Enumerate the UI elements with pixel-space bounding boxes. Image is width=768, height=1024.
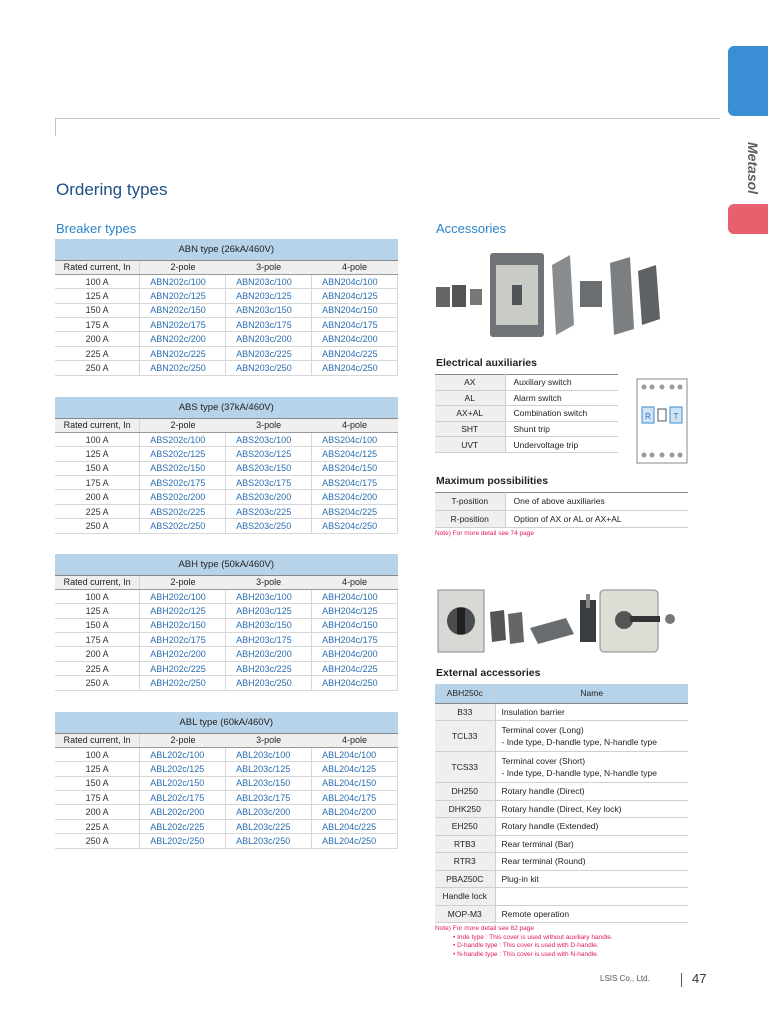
table-row xyxy=(55,346,398,360)
accessory-name xyxy=(495,888,688,906)
type-code-cell: ABS202c/125 xyxy=(140,447,226,461)
type-code-cell: ABH202c/250 xyxy=(140,676,226,690)
type-code-cell: ABL202c/200 xyxy=(140,805,226,819)
auxiliary-position-diagram xyxy=(636,378,688,464)
type-code-cell: ABH202c/225 xyxy=(140,661,226,675)
type-code-cell: ABN203c/200 xyxy=(226,332,312,346)
table-row xyxy=(435,905,688,923)
column-header: Rated current, In xyxy=(55,575,140,589)
column-header: 3-pole xyxy=(226,575,312,589)
table-row xyxy=(435,406,618,422)
type-code-cell: ABS203c/175 xyxy=(226,476,312,490)
type-code-cell: ABL203c/100 xyxy=(226,747,312,761)
accessory-name xyxy=(495,752,688,783)
type-code-cell: ABL204c/250 xyxy=(312,834,398,848)
type-code-cell: ABN204c/175 xyxy=(312,318,398,332)
rated-current-cell: 225 A xyxy=(55,819,140,833)
accessory-name-line: Insulation barrier xyxy=(501,706,565,717)
accessory-name-line: Rotary handle (Extended) xyxy=(501,821,599,832)
type-code-cell: ABN204c/250 xyxy=(312,361,398,375)
table-row xyxy=(55,519,398,533)
type-code-cell: ABS202c/225 xyxy=(140,504,226,518)
rated-current-cell: 100 A xyxy=(55,589,140,603)
type-code-cell: ABH202c/100 xyxy=(140,589,226,603)
rated-current-cell: 200 A xyxy=(55,332,140,346)
type-code-cell: ABN202c/100 xyxy=(140,274,226,288)
column-header: Rated current, In xyxy=(55,733,140,747)
table-row xyxy=(55,791,398,805)
table-row xyxy=(55,661,398,675)
table-row xyxy=(55,447,398,461)
page-number: 47 xyxy=(692,971,707,986)
type-code-cell: ABS203c/150 xyxy=(226,461,312,475)
type-code-cell: ABL204c/225 xyxy=(312,819,398,833)
maximum-possibilities-table xyxy=(435,492,688,528)
accessory-detail-line: - Inde type, D-handle type, N-handle type xyxy=(501,737,657,747)
table-row xyxy=(55,274,398,288)
rated-current-cell: 150 A xyxy=(55,618,140,632)
type-code-cell: ABN203c/150 xyxy=(226,303,312,317)
type-code-cell: ABH203c/150 xyxy=(226,618,312,632)
note-line: • D-handle type : This cover is used with D-handle. xyxy=(453,942,599,949)
table-row xyxy=(55,633,398,647)
table-row xyxy=(435,752,688,783)
type-code-cell: ABN202c/150 xyxy=(140,303,226,317)
rated-current-cell: 225 A xyxy=(55,661,140,675)
brand-label: Metasol xyxy=(745,141,761,195)
type-code-cell: ABH203c/175 xyxy=(226,633,312,647)
rated-current-cell: 250 A xyxy=(55,361,140,375)
rated-current-cell: 175 A xyxy=(55,791,140,805)
accessory-code: DH250 xyxy=(435,783,495,801)
accessory-name-line: Rotary handle (Direct) xyxy=(501,786,585,797)
auxiliary-code: AX xyxy=(435,375,505,391)
type-code-cell: ABN202c/125 xyxy=(140,289,226,303)
breaker-table xyxy=(55,554,398,691)
type-code-cell: ABS203c/250 xyxy=(226,519,312,533)
accessory-name-line: Terminal cover (Long) xyxy=(501,725,584,735)
accessory-name-line: Plug-in kit xyxy=(501,873,539,884)
table-row xyxy=(435,421,618,437)
type-code-cell: ABL202c/100 xyxy=(140,747,226,761)
accessory-name-line: Rear terminal (Round) xyxy=(501,856,586,867)
rated-current-cell: 225 A xyxy=(55,346,140,360)
type-code-cell: ABH202c/175 xyxy=(140,633,226,647)
type-code-cell: ABN204c/225 xyxy=(312,346,398,360)
type-code-cell: ABS204c/175 xyxy=(312,476,398,490)
table-row xyxy=(55,604,398,618)
table-row xyxy=(435,835,688,853)
breaker-table-header xyxy=(55,260,398,274)
type-code-cell: ABL204c/100 xyxy=(312,747,398,761)
type-code-cell: ABH204c/250 xyxy=(312,676,398,690)
table-row xyxy=(55,805,398,819)
type-code-cell: ABL204c/125 xyxy=(312,762,398,776)
rated-current-cell: 200 A xyxy=(55,647,140,661)
accessory-code: TCS33 xyxy=(435,752,495,783)
type-code-cell: ABN203c/125 xyxy=(226,289,312,303)
table-row xyxy=(435,721,688,752)
column-header: Rated current, In xyxy=(55,260,140,274)
type-code-cell: ABS204c/225 xyxy=(312,504,398,518)
column-header: 4-pole xyxy=(312,260,398,274)
auxiliary-code: AX+AL xyxy=(435,406,505,422)
table-row xyxy=(435,493,688,511)
table-row xyxy=(55,819,398,833)
breaker-table xyxy=(55,397,398,534)
table-row xyxy=(55,289,398,303)
type-code-cell: ABN204c/150 xyxy=(312,303,398,317)
type-code-cell: ABH204c/225 xyxy=(312,661,398,675)
type-code-cell: ABL203c/200 xyxy=(226,805,312,819)
type-code-cell: ABH204c/200 xyxy=(312,647,398,661)
accessory-name-line: Rotary handle (Direct, Key lock) xyxy=(501,803,622,814)
rated-current-cell: 150 A xyxy=(55,461,140,475)
rated-current-cell: 150 A xyxy=(55,303,140,317)
accessory-code: B33 xyxy=(435,703,495,721)
type-code-cell: ABH203c/100 xyxy=(226,589,312,603)
type-code-cell: ABN203c/225 xyxy=(226,346,312,360)
column-header: 3-pole xyxy=(226,418,312,432)
external-accessories-table xyxy=(435,684,688,923)
accessory-code: PBA250C xyxy=(435,870,495,888)
table-row xyxy=(435,510,688,528)
rated-current-cell: 175 A xyxy=(55,476,140,490)
header-model: ABH250c xyxy=(435,684,495,703)
accessories-heading: Accessories xyxy=(436,221,507,236)
accessory-name xyxy=(495,721,688,752)
type-code-cell: ABS203c/225 xyxy=(226,504,312,518)
column-header: 4-pole xyxy=(312,733,398,747)
type-code-cell: ABL204c/200 xyxy=(312,805,398,819)
breaker-table xyxy=(55,712,398,849)
accessories-illustration xyxy=(434,245,688,345)
rated-current-cell: 125 A xyxy=(55,604,140,618)
type-code-cell: ABL202c/225 xyxy=(140,819,226,833)
accessory-code: EH250 xyxy=(435,818,495,836)
type-code-cell: ABN204c/100 xyxy=(312,274,398,288)
accessory-name xyxy=(495,783,688,801)
table-row xyxy=(55,504,398,518)
accessory-name-line: Rear terminal (Bar) xyxy=(501,838,574,849)
type-code-cell: ABH202c/125 xyxy=(140,604,226,618)
table-row xyxy=(55,332,398,346)
type-code-cell: ABS203c/200 xyxy=(226,490,312,504)
table-row xyxy=(435,818,688,836)
type-code-cell: ABS204c/250 xyxy=(312,519,398,533)
auxiliary-name: Combination switch xyxy=(505,406,618,422)
type-code-cell: ABN202c/200 xyxy=(140,332,226,346)
position-label: T-position xyxy=(435,493,505,511)
accessory-code: RTB3 xyxy=(435,835,495,853)
accessory-code: DHK250 xyxy=(435,800,495,818)
rated-current-cell: 225 A xyxy=(55,504,140,518)
header-rule-corner xyxy=(55,118,56,136)
table-row xyxy=(55,776,398,790)
type-code-cell: ABL203c/250 xyxy=(226,834,312,848)
table-row xyxy=(435,783,688,801)
diagram-label-r: R xyxy=(645,412,651,421)
table-row xyxy=(55,618,398,632)
accessory-name xyxy=(495,905,688,923)
column-header: 2-pole xyxy=(140,418,226,432)
type-code-cell: ABS202c/200 xyxy=(140,490,226,504)
type-code-cell: ABL204c/150 xyxy=(312,776,398,790)
electrical-auxiliaries-table xyxy=(435,374,618,453)
accessory-name xyxy=(495,870,688,888)
table-row xyxy=(435,800,688,818)
position-option: Option of AX or AL or AX+AL xyxy=(505,510,688,528)
rated-current-cell: 150 A xyxy=(55,776,140,790)
table-row xyxy=(55,432,398,446)
type-code-cell: ABH203c/250 xyxy=(226,676,312,690)
breaker-table-caption: ABN type (26kA/460V) xyxy=(55,239,398,260)
rated-current-cell: 175 A xyxy=(55,633,140,647)
type-code-cell: ABS202c/250 xyxy=(140,519,226,533)
electrical-auxiliaries-heading: Electrical auxiliaries xyxy=(436,357,537,369)
type-code-cell: ABL202c/175 xyxy=(140,791,226,805)
type-code-cell: ABN203c/250 xyxy=(226,361,312,375)
external-accessories-header xyxy=(435,684,688,703)
type-code-cell: ABL203c/225 xyxy=(226,819,312,833)
breaker-table-caption: ABH type (50kA/460V) xyxy=(55,554,398,575)
rated-current-cell: 200 A xyxy=(55,490,140,504)
external-accessories-illustration xyxy=(434,584,688,658)
rated-current-cell: 125 A xyxy=(55,447,140,461)
accessory-code: MOP-M3 xyxy=(435,905,495,923)
auxiliary-name: Alarm switch xyxy=(505,390,618,406)
type-code-cell: ABH203c/200 xyxy=(226,647,312,661)
rated-current-cell: 200 A xyxy=(55,805,140,819)
rated-current-cell: 250 A xyxy=(55,676,140,690)
type-code-cell: ABS203c/125 xyxy=(226,447,312,461)
header-name: Name xyxy=(495,684,688,703)
header-rule xyxy=(55,118,720,119)
type-code-cell: ABS204c/100 xyxy=(312,432,398,446)
type-code-cell: ABH204c/150 xyxy=(312,618,398,632)
type-code-cell: ABS204c/200 xyxy=(312,490,398,504)
table-row xyxy=(55,303,398,317)
breaker-table-caption: ABL type (60kA/460V) xyxy=(55,712,398,733)
rated-current-cell: 125 A xyxy=(55,762,140,776)
accessory-name xyxy=(495,800,688,818)
type-code-cell: ABL204c/175 xyxy=(312,791,398,805)
type-code-cell: ABN202c/175 xyxy=(140,318,226,332)
type-code-cell: ABN202c/250 xyxy=(140,361,226,375)
column-header: 2-pole xyxy=(140,575,226,589)
rated-current-cell: 100 A xyxy=(55,274,140,288)
auxiliary-name: Auxiliary switch xyxy=(505,375,618,391)
column-header: 3-pole xyxy=(226,260,312,274)
table-row xyxy=(435,870,688,888)
type-code-cell: ABH204c/100 xyxy=(312,589,398,603)
type-code-cell: ABH204c/125 xyxy=(312,604,398,618)
table-row xyxy=(435,437,618,453)
table-row xyxy=(435,703,688,721)
type-code-cell: ABN203c/175 xyxy=(226,318,312,332)
footer-company: LSIS Co., Ltd. xyxy=(600,974,650,983)
auxiliary-code: SHT xyxy=(435,421,505,437)
type-code-cell: ABH202c/200 xyxy=(140,647,226,661)
breaker-table-header xyxy=(55,575,398,589)
type-code-cell: ABH204c/175 xyxy=(312,633,398,647)
table-row xyxy=(55,589,398,603)
breaker-types-heading: Breaker types xyxy=(56,221,137,236)
table-row xyxy=(55,361,398,375)
accessory-name-line: Terminal cover (Short) xyxy=(501,756,586,766)
rated-current-cell: 100 A xyxy=(55,747,140,761)
column-header: 3-pole xyxy=(226,733,312,747)
type-code-cell: ABS204c/125 xyxy=(312,447,398,461)
accessory-name xyxy=(495,853,688,871)
column-header: 2-pole xyxy=(140,733,226,747)
column-header: 4-pole xyxy=(312,418,398,432)
rated-current-cell: 175 A xyxy=(55,318,140,332)
side-tab-red xyxy=(728,204,768,234)
note-line: Note) For more detail see 82 page xyxy=(435,925,534,932)
accessory-detail-line: - Inde type, D-handle type, N-handle type xyxy=(501,768,657,778)
auxiliary-name: Shunt trip xyxy=(505,421,618,437)
external-accessories-notes xyxy=(435,925,613,959)
side-tab-blue xyxy=(728,46,768,116)
maximum-possibilities-note: Note) For more detail see 74 page xyxy=(435,530,534,537)
external-accessories-heading: External accessories xyxy=(436,667,541,679)
breaker-table-caption: ABS type (37kA/460V) xyxy=(55,397,398,418)
accessory-code: Handle lock xyxy=(435,888,495,906)
rated-current-cell: 100 A xyxy=(55,432,140,446)
diagram-label-t: T xyxy=(673,412,679,421)
table-row xyxy=(55,461,398,475)
maximum-possibilities-heading: Maximum possibilities xyxy=(436,475,549,487)
table-row xyxy=(435,888,688,906)
type-code-cell: ABS204c/150 xyxy=(312,461,398,475)
accessory-name xyxy=(495,835,688,853)
table-row xyxy=(55,318,398,332)
rated-current-cell: 250 A xyxy=(55,834,140,848)
auxiliary-code: AL xyxy=(435,390,505,406)
type-code-cell: ABS202c/175 xyxy=(140,476,226,490)
accessory-name xyxy=(495,703,688,721)
type-code-cell: ABL202c/250 xyxy=(140,834,226,848)
table-row xyxy=(435,375,618,391)
type-code-cell: ABN204c/125 xyxy=(312,289,398,303)
accessory-code: TCL33 xyxy=(435,721,495,752)
position-option: One of above auxiliaries xyxy=(505,493,688,511)
type-code-cell: ABS203c/100 xyxy=(226,432,312,446)
note-line: • Inde type : This cover is used without auxiliary handle. xyxy=(453,933,613,941)
table-row xyxy=(55,762,398,776)
position-label: R-position xyxy=(435,510,505,528)
rated-current-cell: 125 A xyxy=(55,289,140,303)
type-code-cell: ABN202c/225 xyxy=(140,346,226,360)
type-code-cell: ABS202c/100 xyxy=(140,432,226,446)
breaker-table-header xyxy=(55,733,398,747)
page-title: Ordering types xyxy=(56,180,168,199)
table-row xyxy=(55,476,398,490)
table-row xyxy=(55,834,398,848)
table-row xyxy=(55,647,398,661)
column-header: Rated current, In xyxy=(55,418,140,432)
column-header: 4-pole xyxy=(312,575,398,589)
accessory-code: RTR3 xyxy=(435,853,495,871)
breaker-table xyxy=(55,239,398,376)
table-row xyxy=(55,747,398,761)
table-row xyxy=(55,676,398,690)
type-code-cell: ABL203c/150 xyxy=(226,776,312,790)
accessory-name xyxy=(495,818,688,836)
table-row xyxy=(55,490,398,504)
type-code-cell: ABL202c/150 xyxy=(140,776,226,790)
type-code-cell: ABN203c/100 xyxy=(226,274,312,288)
type-code-cell: ABH203c/125 xyxy=(226,604,312,618)
table-row xyxy=(435,390,618,406)
type-code-cell: ABH202c/150 xyxy=(140,618,226,632)
table-row xyxy=(435,853,688,871)
type-code-cell: ABN204c/200 xyxy=(312,332,398,346)
type-code-cell: ABS202c/150 xyxy=(140,461,226,475)
column-header: 2-pole xyxy=(140,260,226,274)
footer-separator xyxy=(681,973,682,987)
auxiliary-code: UVT xyxy=(435,437,505,453)
type-code-cell: ABL203c/175 xyxy=(226,791,312,805)
type-code-cell: ABH203c/225 xyxy=(226,661,312,675)
accessory-name-line: Remote operation xyxy=(501,908,570,919)
type-code-cell: ABL203c/125 xyxy=(226,762,312,776)
breaker-table-header xyxy=(55,418,398,432)
rated-current-cell: 250 A xyxy=(55,519,140,533)
note-line: • N-handle type : This cover is used with N-handle. xyxy=(453,950,599,958)
type-code-cell: ABL202c/125 xyxy=(140,762,226,776)
auxiliary-name: Undervoltage trip xyxy=(505,437,618,453)
